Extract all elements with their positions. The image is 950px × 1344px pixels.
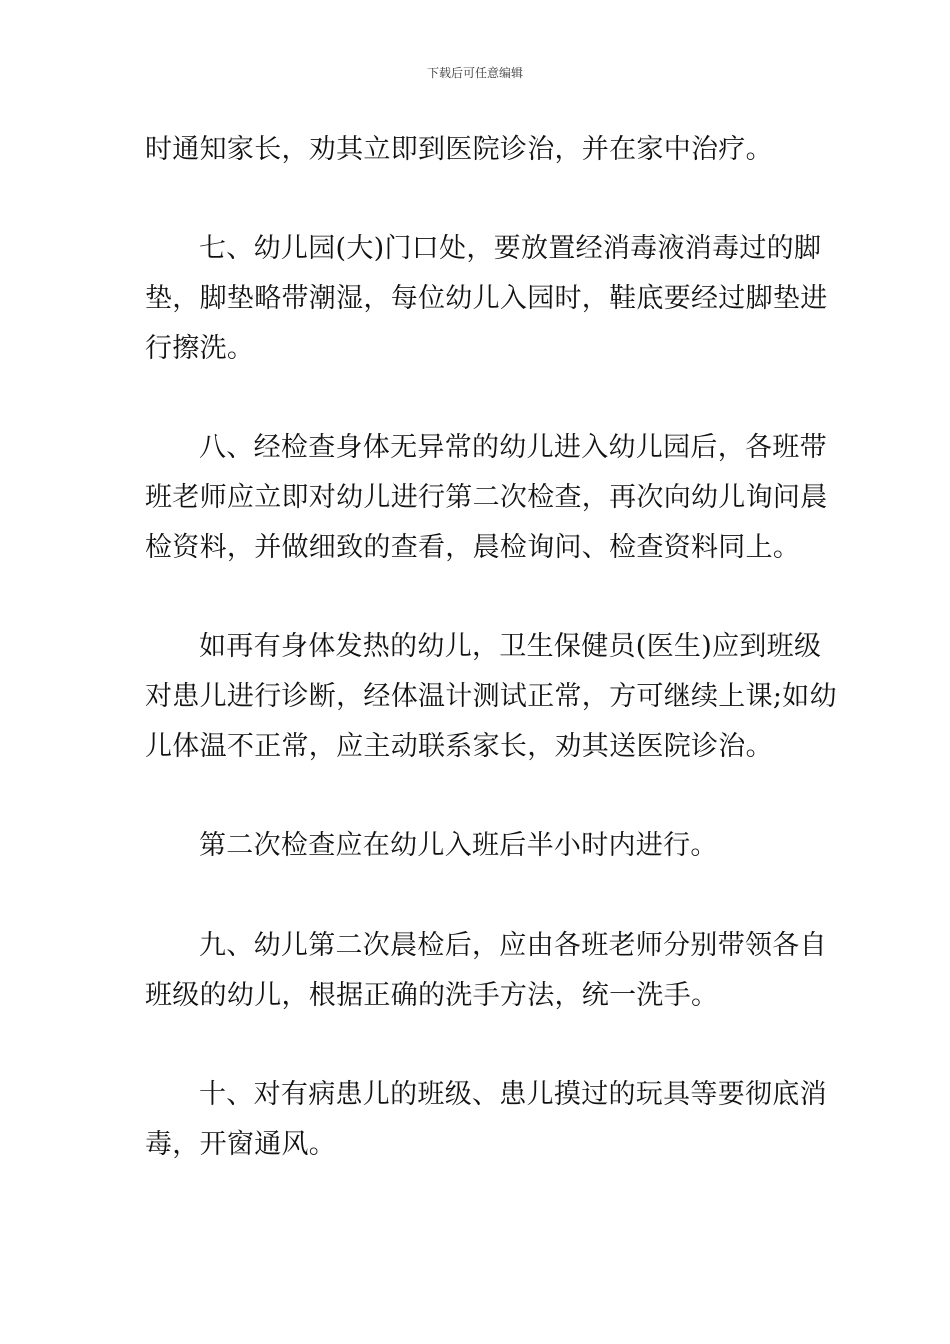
paragraph-line: 七、幼儿园(大)门口处，要放置经消毒液消毒过的脚 (199, 233, 822, 264)
paragraph-line: 九、幼儿第二次晨检后，应由各班老师分别带领各自 (199, 930, 827, 961)
paragraph-line: 第二次检查应在幼儿入班后半小时内进行。 (199, 830, 718, 861)
paragraph-line: 对患儿进行诊断，经体温计测试正常，方可继续上课;如幼 (145, 681, 837, 712)
paragraph-item-10 (145, 1070, 827, 1170)
paragraph-line: 如再有身体发热的幼儿，卫生保健员(医生)应到班级 (199, 631, 822, 662)
paragraph-line: 儿体温不正常，应主动联系家长，劝其送医院诊治。 (145, 731, 773, 762)
paragraph-line: 十、对有病患儿的班级、患儿摸过的玩具等要彻底消 (199, 1079, 827, 1110)
paragraph-line: 班级的幼儿，根据正确的洗手方法，统一洗手。 (145, 980, 719, 1011)
paragraph-item-8 (145, 423, 828, 573)
page-header: 下载后可任意编辑 (426, 66, 523, 80)
paragraph-continuation (145, 125, 810, 175)
paragraph-line: 时通知家长，劝其立即到医院诊治，并在家中治疗。 (145, 134, 773, 165)
paragraph-line: 八、经检查身体无异常的幼儿进入幼儿园后，各班带 (199, 432, 827, 463)
paragraph-second-check-timing (145, 821, 810, 871)
paragraph-line: 毒，开窗通风。 (145, 1129, 337, 1160)
paragraph-fever-followup (145, 622, 837, 772)
paragraph-line: 行擦洗。 (145, 333, 255, 364)
paragraph-item-7 (145, 224, 828, 374)
paragraph-item-9 (145, 921, 827, 1021)
paragraph-line: 班老师应立即对幼儿进行第二次检查，再次向幼儿询问晨 (145, 482, 828, 513)
paragraph-line: 垫，脚垫略带潮湿，每位幼儿入园时，鞋底要经过脚垫进 (145, 283, 828, 314)
paragraph-line: 检资料，并做细致的查看，晨检询问、检查资料同上。 (145, 532, 801, 563)
